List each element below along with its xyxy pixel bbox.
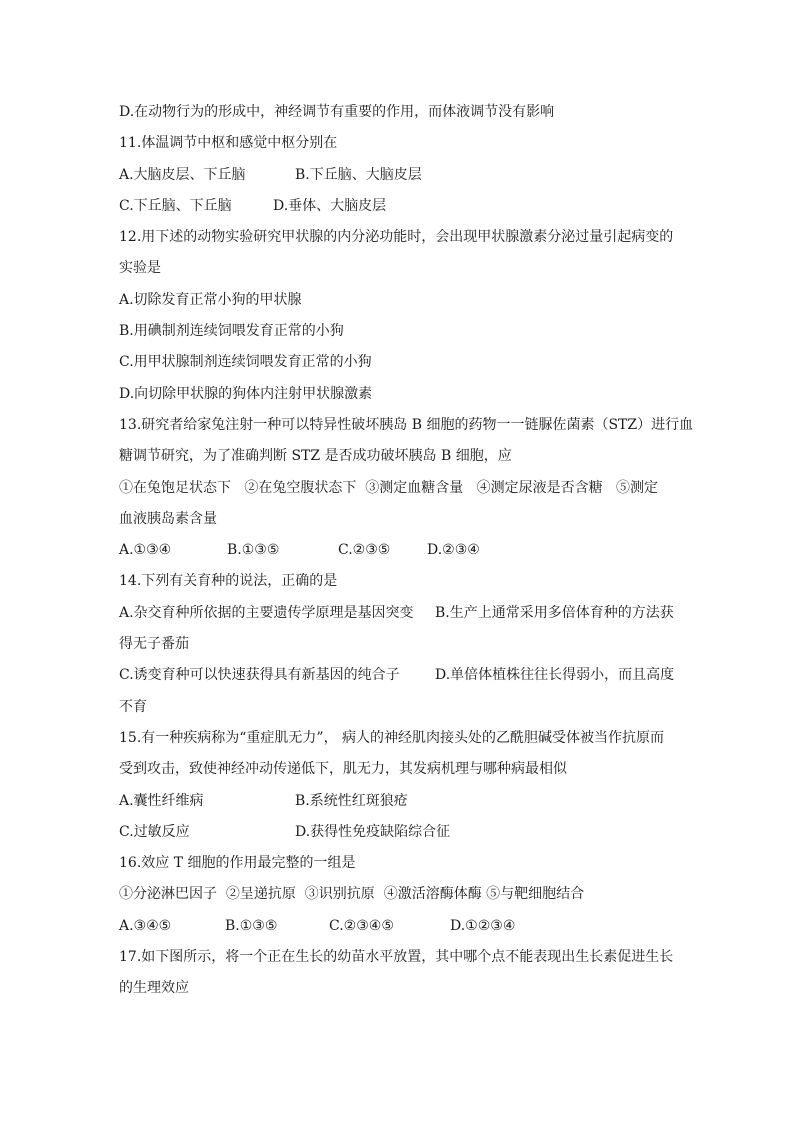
q13-stem-line1: 13.研究者给家兔注射一种可以特异性破坏胰岛 B 细胞的药物一一链脲佐菌素（STZ）进行血 <box>119 416 694 433</box>
q14-option-c: C.诱变育种可以快速获得具有新基因的纯合子 <box>119 667 400 684</box>
q16-option-c: C.②③④⑤ <box>329 917 394 934</box>
q15-stem-line1: 15.有一种疾病称为“重症肌无力”， 病人的神经肌肉接头处的乙酰胆碱受体被当作抗原而 <box>119 729 665 746</box>
q13-option-d: D.②③④ <box>427 542 480 559</box>
q15-option-c: C.过敏反应 <box>119 823 190 840</box>
q11-options-row1 <box>119 160 679 191</box>
q15-stem-line2: 受到攻击，致使神经冲动传递低下，肌无力，其发病机理与哪种病最相似 <box>119 761 567 778</box>
q13-items-line1: ①在兔饱足状态下 ②在兔空腹状态下 ③测定血糖含量 ④测定尿液是否含糖 ⑤测定 <box>119 479 658 496</box>
q14-option-a: A.杂交育种所依据的主要遗传学原理是基因突变 <box>119 604 414 621</box>
q16-option-d: D.①②③④ <box>450 917 516 934</box>
q12-stem-line1: 12.用下述的动物实验研究甲状腺的内分泌功能时，会出现甲状腺激素分泌过量引起病变的 <box>119 229 674 246</box>
q11-options-row2 <box>119 191 679 222</box>
q15-option-b: B.系统性红斑狼疮 <box>295 792 408 809</box>
q12-option-d: D.向切除甲状腺的狗体内注射甲状腺激素 <box>119 385 373 402</box>
q12-option-a: A.切除发育正常小狗的甲状腺 <box>119 291 302 308</box>
q17-stem-line2: 的生理效应 <box>119 980 189 997</box>
q13-option-a: A.①③④ <box>119 542 172 559</box>
q11-option-b: B.下丘脑、大脑皮层 <box>295 166 422 183</box>
q16-option-b: B.①③⑤ <box>225 917 278 934</box>
q11-option-d: D.垂体、大脑皮层 <box>273 197 387 214</box>
q14-option-b-line1: B.生产上通常采用多倍体育种的方法获 <box>435 604 674 621</box>
q14-stem: 14.下列有关育种的说法，正确的是 <box>119 573 338 590</box>
q13-items-line2: 血液胰岛素含量 <box>119 510 217 527</box>
q14-option-b-line2: 得无子番茄 <box>119 636 189 653</box>
q10-option-d: D.在动物行为的形成中，神经调节有重要的作用，而体液调节没有影响 <box>119 104 555 120</box>
q11-stem: 11.体温调节中枢和感觉中枢分别在 <box>119 135 338 152</box>
q16-options <box>119 911 679 942</box>
q15-options-row1 <box>119 786 679 817</box>
q11-option-c: C.下丘脑、下丘脑 <box>119 197 232 214</box>
q13-option-b: B.①③⑤ <box>227 542 280 559</box>
q17-stem-line1: 17.如下图所示，将一个正在生长的幼苗水平放置，其中哪个点不能表现出生长素促进生长 <box>119 949 674 966</box>
q15-option-a: A.囊性纤维病 <box>119 792 204 809</box>
q13-option-c: C.②③⑤ <box>338 542 391 559</box>
exam-page <box>119 97 694 1005</box>
q12-option-c: C.用甲状腺制剂连续饲喂发育正常的小狗 <box>119 354 372 371</box>
q15-options-row2 <box>119 817 679 848</box>
q13-stem-line2: 糖调节研究，为了准确判断 STZ 是否成功破坏胰岛 B 细胞，应 <box>119 448 512 465</box>
q16-items: ①分泌淋巴因子 ②呈递抗原 ③识别抗原 ④激活溶酶体酶 ⑤与靶细胞结合 <box>119 886 585 903</box>
q15-option-d: D.获得性免疫缺陷综合征 <box>295 823 451 840</box>
q14-options-row2 <box>119 660 679 691</box>
q12-option-b: B.用碘制剂连续饲喂发育正常的小狗 <box>119 323 344 340</box>
q14-option-d-line1: D.单倍体植株往往长得弱小，而且高度 <box>435 667 675 684</box>
q16-stem: 16.效应 T 细胞的作用最完整的一组是 <box>119 855 356 872</box>
q12-stem-line2: 实验是 <box>119 260 161 277</box>
q13-options <box>119 535 679 566</box>
q11-option-a: A.大脑皮层、下丘脑 <box>119 166 246 183</box>
q16-option-a: A.③④⑤ <box>119 917 172 934</box>
q14-option-d-line2: 不育 <box>119 698 147 715</box>
q14-options-row1 <box>119 598 679 629</box>
